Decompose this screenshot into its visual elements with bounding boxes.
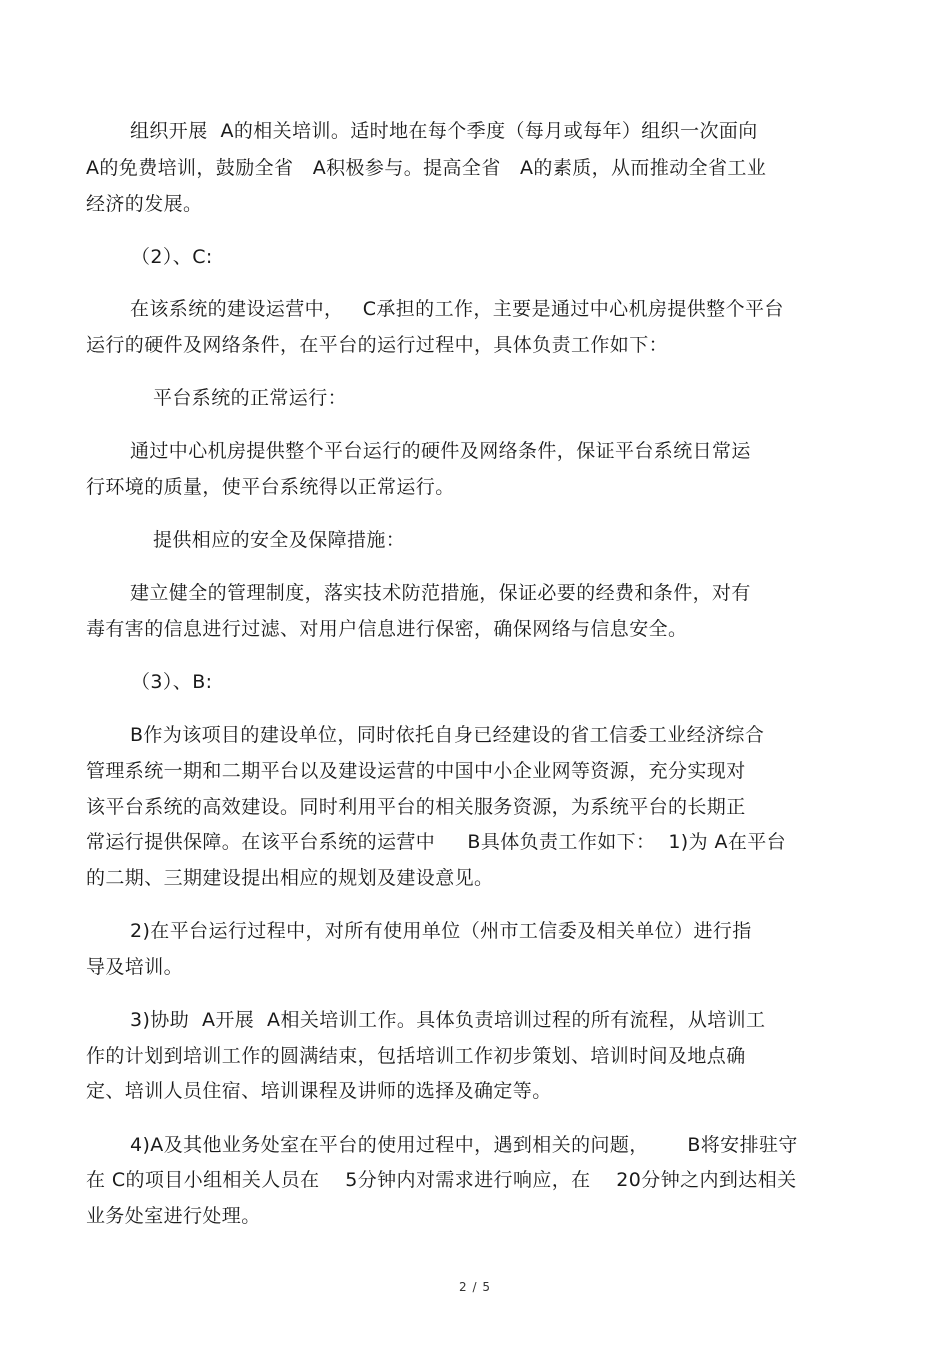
text-line: 导及培训。 xyxy=(86,956,184,978)
text-line: 的二期、三期建设提出相应的规划及建设意见。 xyxy=(86,867,494,889)
text-line: 经济的发展。 xyxy=(86,193,203,215)
text-line: 在该系统的建设运营中， C承担的工作，主要是通过中心机房提供整个平台 xyxy=(130,298,784,320)
text-line: 作的计划到培训工作的圆满结束，包括培训工作初步策划、培训时间及地点确 xyxy=(86,1045,746,1067)
text-line: 定、培训人员住宿、培训课程及讲师的选择及确定等。 xyxy=(86,1080,552,1102)
subheading: 提供相应的安全及保障措施： xyxy=(153,529,406,551)
subheading: 平台系统的正常运行： xyxy=(153,387,348,409)
text-line: 行环境的质量，使平台系统得以正常运行。 xyxy=(86,476,455,498)
text-line: 运行的硬件及网络条件，在平台的运行过程中，具体负责工作如下： xyxy=(86,334,669,356)
text-line: 该平台系统的高效建设。同时利用平台的相关服务资源，为系统平台的长期正 xyxy=(86,796,746,818)
text-line: 常运行提供保障。在该平台系统的运营中 B具体负责工作如下： 1)为 A在平台 xyxy=(86,831,787,853)
text-line: A的免费培训，鼓励全省 A积极参与。提高全省 A的素质，从而推动全省工业 xyxy=(86,157,767,179)
text-line: B作为该项目的建设单位，同时依托自身已经建设的省工信委工业经济综合 xyxy=(130,724,765,746)
text-line: 通过中心机房提供整个平台运行的硬件及网络条件，保证平台系统日常运 xyxy=(130,440,751,462)
text-line: 在 C的项目小组相关人员在 5分钟内对需求进行响应，在 20分钟之内到达相关 xyxy=(86,1169,797,1191)
page-number: 2 / 5 xyxy=(459,1280,491,1294)
section-heading: （2）、C: xyxy=(131,246,213,268)
text-line: 管理系统一期和二期平台以及建设运营的中国中小企业网等资源，充分实现对 xyxy=(86,760,746,782)
text-line: 2)在平台运行过程中，对所有使用单位（州市工信委及相关单位）进行指 xyxy=(130,920,752,942)
text-line: 3)协助 A开展 A相关培训工作。具体负责培训过程的所有流程，从培训工 xyxy=(130,1009,766,1031)
section-heading: （3）、B: xyxy=(131,671,213,693)
text-line: 毒有害的信息进行过滤、对用户信息进行保密，确保网络与信息安全。 xyxy=(86,618,688,640)
text-line: 4)A及其他业务处室在平台的使用过程中，遇到相关的问题， B将安排驻守 xyxy=(130,1134,798,1156)
text-line: 建立健全的管理制度，落实技术防范措施，保证必要的经费和条件，对有 xyxy=(130,582,751,604)
text-line: 业务处室进行处理。 xyxy=(86,1205,261,1227)
text-line: 组织开展 A的相关培训。适时地在每个季度（每月或每年）组织一次面向 xyxy=(130,120,758,142)
